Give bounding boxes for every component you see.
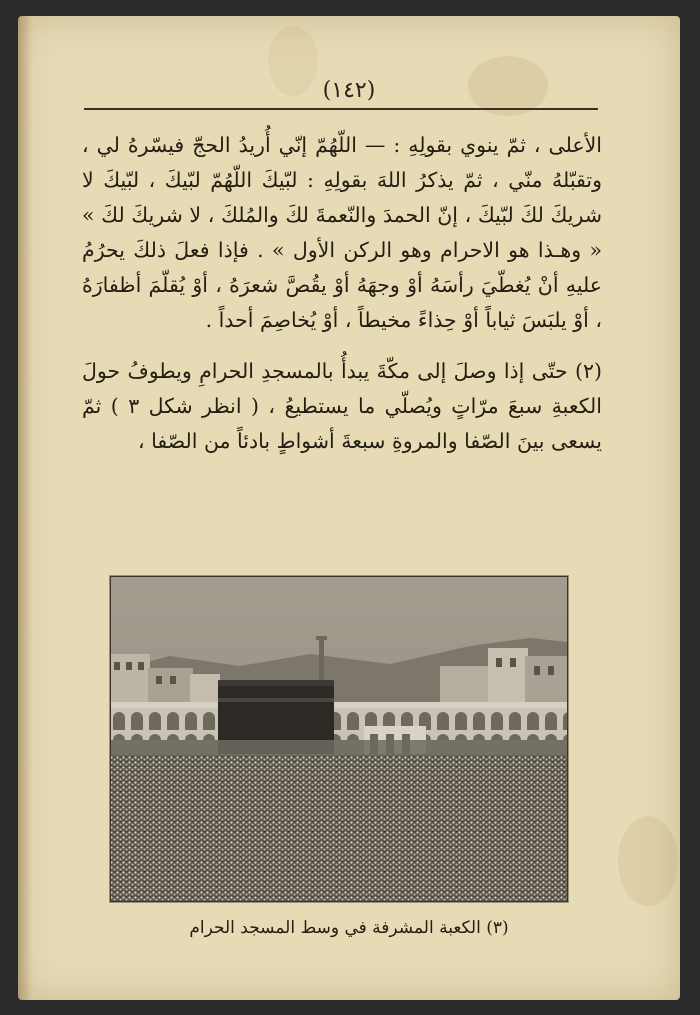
kaaba-photo [110,576,568,902]
paragraph-1: الأعلى ، ثمّ ينوي بقولِهِ : — اللّهُمّ إنّي أُريدُ الحجّ فيسّرهُ لي ، وتقبّلهُ منّي ، ثمّ يذكرُ اللهَ بقولِهِ : لبّيكَ اللّهُمّ لبّيكَ ، لبّيكَ لا شريكَ لكَ لبّيكَ ، إنّ الحمدَ والنّعمةَ لكَ والمُلكَ ، لا شريكَ لكَ » « وهـذا هو الاحرام وهو الركن الأول » . فإذا فعلَ ذلكَ يحرُمُ عليهِ أنْ يُغطّيَ رأسَهُ أوْ وجهَهُ أوْ يقُصَّ شعرَهُ ، أوْ يُقلّمَ أظفارَهُ ، أوْ يلبَسَ ثياباً أوْ حِذاءً مخيطاً ، أوْ يُخاصِمَ أحداً . [82,133,602,332]
paper-stain [618,816,678,906]
page-edge-shadow [18,16,32,1000]
book-page [18,16,680,1000]
paragraph-2: (٢) حتّى إذا وصلَ إلى مكّةَ يبدأُ بالمسجدِ الحرامِ ويطوفُ حولَ الكعبةِ سبعَ مرّاتٍ ويُصلّي ما يستطيعُ ، ( انظر شكل ٣ ) ثمّ يسعى بينَ الصّفا والمروةِ سبعةَ أشواطٍ بادئاً من الصّفا ، [82,359,602,453]
header-rule [84,108,598,110]
page-number: (١٤٢) [322,78,376,103]
figure-caption: (٣) الكعبة المشرفة في وسط المسجد الحرام [189,918,509,938]
body-text [82,128,602,459]
